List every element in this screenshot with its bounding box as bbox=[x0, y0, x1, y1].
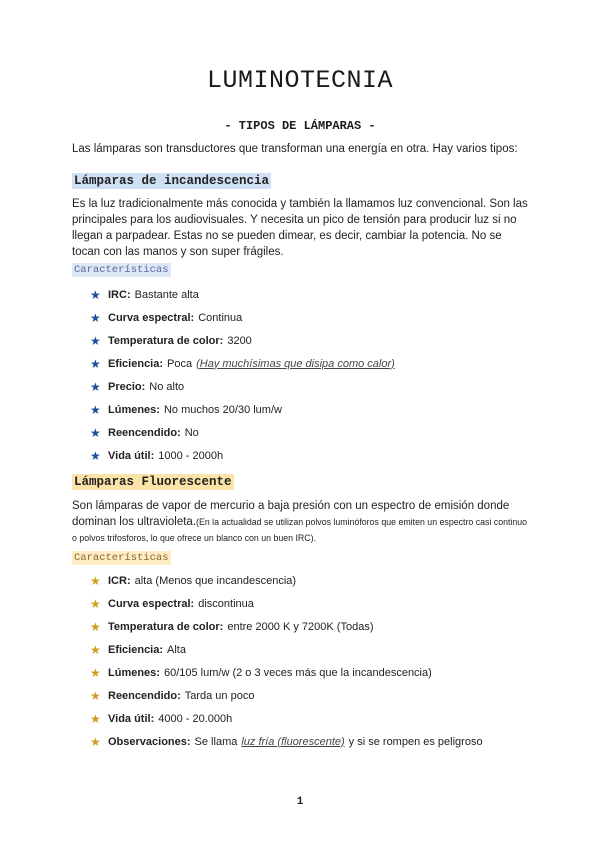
list-item: ★ Curva espectral: Continua bbox=[90, 310, 243, 325]
page-title: LUMINOTECNIA bbox=[206, 66, 394, 95]
incandescencia-description: Es la luz tradicionalmente más conocida y también la llamamos luz convencional. Son las principales para los audiovisuales. Y necesita un pico de tensión para producir luz si no llegan a parpadear. Estas no se pueden dimear, es decir, cambiar la potencia. No se tocan con las manos y son super frágiles. bbox=[72, 198, 528, 258]
incandescencia-characteristics-label: Características bbox=[74, 264, 169, 276]
star-icon: ★ bbox=[90, 734, 101, 749]
list-item: ★ Lúmenes: 60/105 lum/w (2 o 3 veces más que la incandescencia) bbox=[90, 665, 432, 680]
fluorescente-description: Son lámparas de vapor de mercurio a baja presión con un espectro de emisión donde dominan los ultravioleta.(En la actualidad se utilizan polvos luminóforos que emiten un espectro casi continuo o polvos trifosforos, lo que ofrece un blanco con un buen IRC). bbox=[72, 500, 528, 543]
list-item: ★ Reencendido: Tarda un poco bbox=[90, 688, 255, 703]
list-item: ★ Eficiencia: Alta bbox=[90, 642, 186, 657]
list-item: ★ Temperatura de color: 3200 bbox=[90, 333, 252, 348]
star-icon: ★ bbox=[90, 425, 101, 440]
star-icon: ★ bbox=[90, 402, 101, 417]
list-item: ★ Eficiencia: Poca (Hay muchísimas que disipa como calor) bbox=[90, 356, 395, 371]
list-item: ★ Vida útil: 1000 - 2000h bbox=[90, 448, 224, 463]
star-icon: ★ bbox=[90, 688, 101, 703]
star-icon: ★ bbox=[90, 711, 101, 726]
list-item: ★ Lúmenes: No muchos 20/30 lum/w bbox=[90, 402, 282, 417]
list-item: ★ ICR: alta (Menos que incandescencia) bbox=[90, 573, 297, 588]
list-item: ★ Curva espectral: discontinua bbox=[90, 596, 254, 611]
fluorescente-characteristics-label: Características bbox=[74, 552, 169, 564]
list-item: ★ IRC: Bastante alta bbox=[90, 287, 199, 302]
star-icon: ★ bbox=[90, 448, 101, 463]
incandescencia-list bbox=[90, 283, 395, 467]
star-icon: ★ bbox=[90, 356, 101, 371]
star-icon: ★ bbox=[90, 310, 101, 325]
list-item: ★ Temperatura de color: entre 2000 K y 7200K (Todas) bbox=[90, 619, 374, 634]
section-heading-incandescencia: Lámparas de incandescencia bbox=[74, 174, 270, 188]
section-heading-fluorescente: Lámparas Fluorescente bbox=[74, 475, 232, 489]
star-icon: ★ bbox=[90, 573, 101, 588]
list-item: ★ Observaciones: Se llama luz fría (fluorescente) y si se rompen es peligroso bbox=[90, 734, 483, 749]
list-item: ★ Reencendido: No bbox=[90, 425, 199, 440]
cold-light-note: luz fría (fluorescente) bbox=[241, 735, 345, 748]
list-item: ★ Precio: No alto bbox=[90, 379, 185, 394]
star-icon: ★ bbox=[90, 642, 101, 657]
star-icon: ★ bbox=[90, 379, 101, 394]
star-icon: ★ bbox=[90, 665, 101, 680]
fluorescente-description-note: (En la actualidad se utilizan polvos luminóforos que emiten un espectro casi continuo o polvos trifosforos, lo que ofrece un blanco con un buen IRC). bbox=[72, 517, 528, 543]
page-subtitle: - TIPOS DE LÁMPARAS - bbox=[224, 119, 376, 133]
star-icon: ★ bbox=[90, 287, 101, 302]
fluorescente-list bbox=[90, 569, 483, 753]
efficiency-note: (Hay muchísimas que disipa como calor) bbox=[196, 357, 395, 370]
intro-text: Las lámparas son transductores que transforman una energía en otra. Hay varios tipos: bbox=[72, 143, 518, 155]
star-icon: ★ bbox=[90, 596, 101, 611]
star-icon: ★ bbox=[90, 333, 101, 348]
page-number: 1 bbox=[296, 796, 304, 808]
star-icon: ★ bbox=[90, 619, 101, 634]
list-item: ★ Vida útil: 4000 - 20.000h bbox=[90, 711, 233, 726]
